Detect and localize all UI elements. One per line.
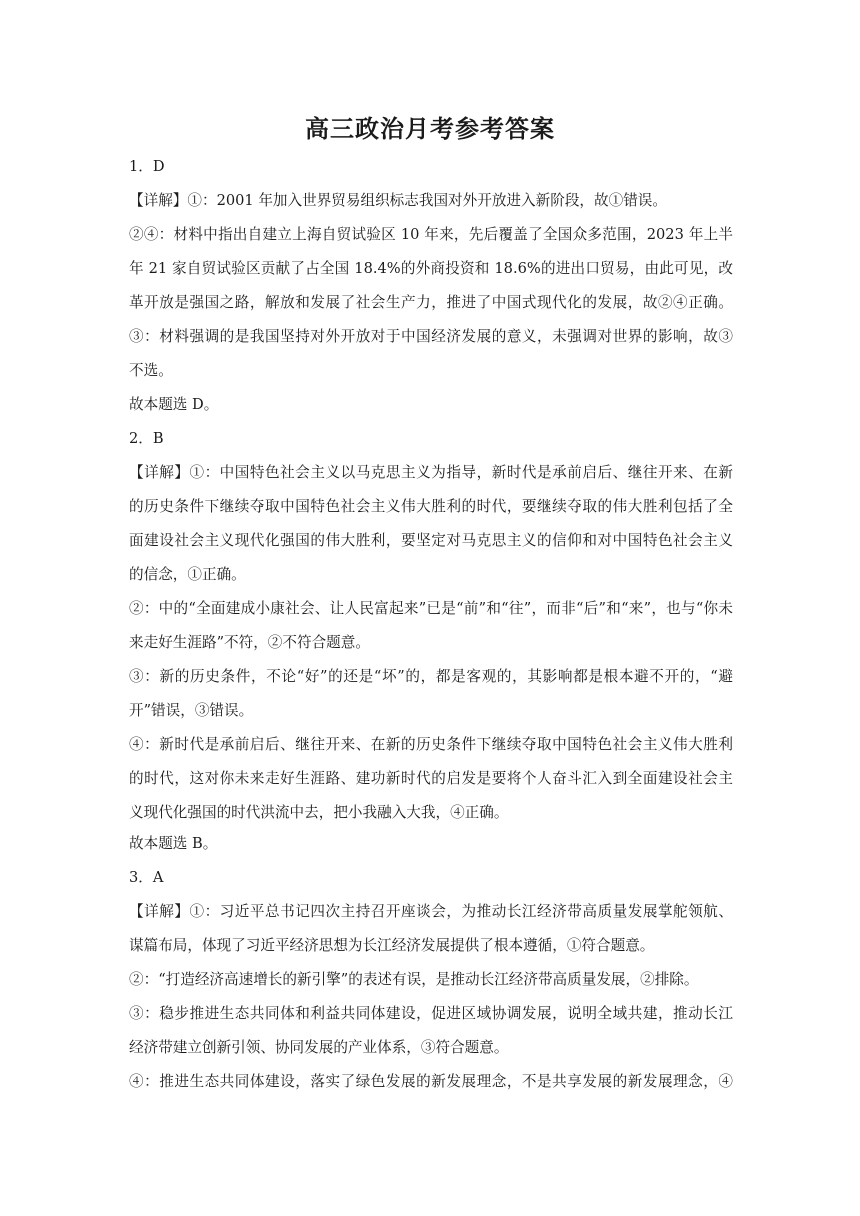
text-line: 义现代化强国的时代洪流中去，把小我融入大我，④正确。 (129, 804, 509, 821)
text-line: 开”错误，③错误。 (129, 702, 254, 719)
text-line: ②④：材料中指出自建立上海自贸试验区 10 年来，先后覆盖了全国众多范围，2023 年上半 (129, 226, 733, 243)
text-line: 谋篇布局，体现了习近平经济思想为长江经济发展提供了根本遵循，①符合题意。 (129, 937, 655, 954)
text-line: 【详解】①：习近平总书记四次主持召开座谈会，为推动长江经济带高质量发展掌舵领航、 (129, 903, 733, 920)
text-line: 的时代，这对你未来走好生涯路、建功新时代的启发是要将个人奋斗汇入到全面建设社会主 (129, 770, 733, 787)
text-line: 的信念，①正确。 (129, 566, 246, 583)
text-line: 不选。 (129, 362, 173, 379)
text-line: ③：稳步推进生态共同体和利益共同体建设，促进区域协调发展，说明全域共建，推动长江 (129, 1005, 733, 1022)
text-line: 面建设社会主义现代化强国的伟大胜利，要坚定对马克思主义的信仰和对中国特色社会主义 (129, 532, 733, 549)
text-line: ④：新时代是承前启后、继往开来、在新的历史条件下继续夺取中国特色社会主义伟大胜利 (129, 736, 733, 753)
text-line: ③：新的历史条件，不论“好”的还是“坏”的，都是客观的，其影响都是根本避不开的，“避 (129, 668, 733, 685)
text-line: 的历史条件下继续夺取中国特色社会主义伟大胜利的时代，要继续夺取的伟大胜利包括了全 (129, 498, 733, 515)
text-line: 革开放是强国之路，解放和发展了社会生产力，推进了中国式现代化的发展，故②④正确。 (129, 294, 733, 311)
page-title: 高三政治月考参考答案 (305, 115, 555, 143)
text-line: ②：“打造经济高速增长的新引擎”的表述有误，是推动长江经济带高质量发展，②排除。 (129, 971, 699, 988)
text-line: 2．B (129, 430, 164, 447)
text-line: 经济带建立创新引领、协同发展的产业体系，③符合题意。 (129, 1039, 509, 1056)
text-line: 故本题选 B。 (129, 835, 218, 852)
text-line: 1．D (129, 158, 165, 175)
text-line: 【详解】①：2001 年加入世界贸易组织标志我国对外开放进入新阶段，故①错误。 (129, 192, 667, 209)
text-line: ④：推进生态共同体建设，落实了绿色发展的新发展理念，不是共享发展的新发展理念，④ (129, 1073, 733, 1090)
answer-content (129, 150, 733, 1099)
text-line: 【详解】①：中国特色社会主义以马克思主义为指导，新时代是承前启后、继往开来、在新 (129, 464, 733, 481)
text-line: 年 21 家自贸试验区贡献了占全国 18.4%的外商投资和 18.6%的进出口贸易，由此可见，改 (129, 260, 733, 277)
text-line: 3．A (129, 869, 164, 886)
text-line: 故本题选 D。 (129, 396, 219, 413)
text-line: ②：中的“全面建成小康社会、让人民富起来”已是“前”和“往”，而非“后”和“来”，也与“你未 (129, 600, 733, 617)
text-line: ③：材料强调的是我国坚持对外开放对于中国经济发展的意义，未强调对世界的影响，故③ (129, 328, 733, 345)
text-line: 来走好生涯路”不符，②不符合题意。 (129, 634, 370, 651)
